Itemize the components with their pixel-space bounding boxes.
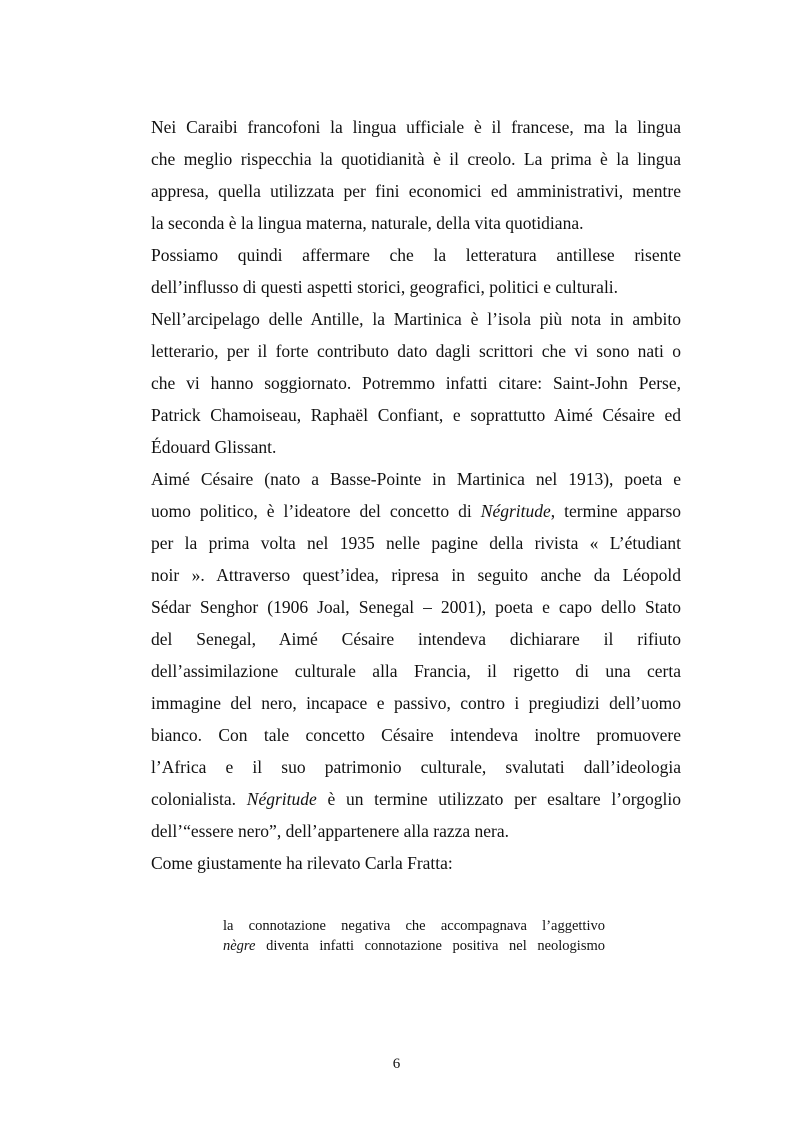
body-text-line: Possiamo quindi affermare che la letteratura antillese risente: [151, 245, 681, 265]
body-text-line: [151, 788, 681, 810]
body-text-line: Aimé Césaire (nato a Basse-Pointe in Martinica nel 1913), poeta e: [151, 469, 681, 489]
text-run: , termine apparso: [550, 501, 682, 521]
body-text-line: dell’influsso di questi aspetti storici, geografici, politici e culturali.: [151, 277, 619, 297]
body-text-line: del Senegal, Aimé Césaire intendeva dichiarare il rifiuto: [151, 629, 681, 649]
body-text-line: appresa, quella utilizzata per fini economici ed amministrativi, mentre: [151, 181, 681, 201]
body-text-line: Nei Caraibi francofoni la lingua ufficiale è il francese, ma la lingua: [151, 117, 681, 137]
block-quote-line: [223, 937, 605, 955]
block-quote-line: la connotazione negativa che accompagnava l’aggettivo: [223, 918, 605, 934]
body-text-line: Sédar Senghor (1906 Joal, Senegal – 2001), poeta e capo dello Stato: [151, 597, 681, 617]
body-text-line: che vi hanno soggiornato. Potremmo infatti citare: Saint-John Perse,: [151, 373, 681, 393]
body-text-line: bianco. Con tale concetto Césaire intendeva inoltre promuovere: [151, 725, 681, 745]
body-text-line: dell’assimilazione culturale alla Francia, il rigetto di una certa: [151, 661, 681, 681]
italic-term: Négritude: [480, 501, 551, 521]
page-number: 6: [392, 1056, 401, 1072]
body-text-line: immagine del nero, incapace e passivo, contro i pregiudizi dell’uomo: [151, 693, 681, 713]
body-text-line: la seconda è la lingua materna, naturale, della vita quotidiana.: [151, 213, 584, 233]
body-text-line: per la prima volta nel 1935 nelle pagine della rivista « L’étudiant: [151, 533, 681, 553]
body-text-line: letterario, per il forte contributo dato dagli scrittori che vi sono nati o: [151, 341, 681, 361]
body-text-line: dell’“essere nero”, dell’appartenere alla razza nera.: [151, 821, 510, 841]
text-run: colonialista.: [151, 789, 247, 809]
body-text-line: Nell’arcipelago delle Antille, la Martinica è l’isola più nota in ambito: [151, 309, 681, 329]
italic-term: Négritude: [246, 789, 317, 809]
body-text-line: Come giustamente ha rilevato Carla Fratta:: [151, 853, 453, 873]
body-text-line: l’Africa e il suo patrimonio culturale, svalutati dall’ideologia: [151, 757, 681, 777]
body-text-line: [151, 500, 681, 522]
body-text-line: noir ». Attraverso quest’idea, ripresa in seguito anche da Léopold: [151, 565, 681, 585]
body-text-line: Édouard Glissant.: [151, 437, 277, 457]
italic-term: nègre: [223, 938, 256, 954]
text-run: è un termine utilizzato per esaltare l’orgoglio: [316, 789, 681, 809]
text-run: uomo politico, è l’ideatore del concetto di: [151, 501, 481, 521]
body-text-line: che meglio rispecchia la quotidianità è il creolo. La prima è la lingua: [151, 149, 681, 169]
text-run: diventa infatti connotazione positiva nel neologismo: [255, 938, 605, 954]
body-text-line: Patrick Chamoiseau, Raphaël Confiant, e soprattutto Aimé Césaire ed: [151, 405, 681, 425]
